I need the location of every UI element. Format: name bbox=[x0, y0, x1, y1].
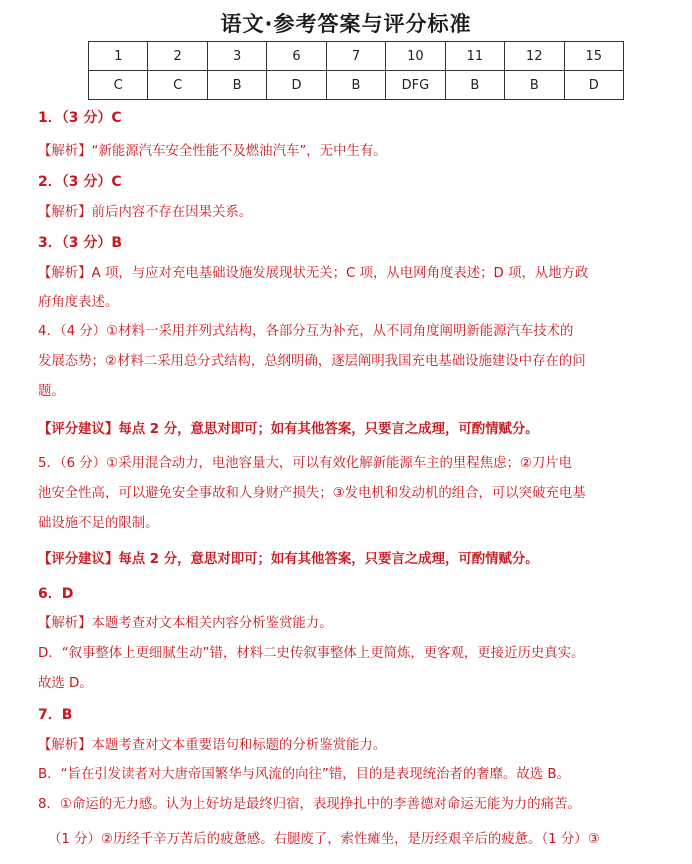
question-heading: 3．（3 分）B bbox=[38, 235, 123, 251]
question-heading: 7．B bbox=[38, 707, 73, 723]
question-number: 11 bbox=[445, 42, 504, 71]
answer-line: 发展态势；②材料二采用总分式结构，总纲明确，逐层阐明我国充电基础设施建设中存在的问 bbox=[38, 354, 586, 369]
grading-note: 【评分建议】每点 2 分，意思对即可；如有其他答案，只要言之成理，可酌情赋分。 bbox=[38, 552, 539, 567]
question-number: 2 bbox=[148, 42, 207, 71]
explanation-line: 【解析】本题考查对文本相关内容分析鉴赏能力。 bbox=[38, 616, 333, 631]
answer-line: 础设施不足的限制。 bbox=[38, 516, 159, 531]
question-number: 1 bbox=[89, 42, 148, 71]
question-number: 15 bbox=[564, 42, 624, 71]
answer-cell: B bbox=[505, 71, 564, 100]
explanation-line: 【解析】“新能源汽车安全性能不及燃油汽车”，无中生有。 bbox=[38, 144, 387, 159]
question-number: 7 bbox=[326, 42, 385, 71]
answer-table bbox=[88, 41, 624, 100]
grading-note: 【评分建议】每点 2 分，意思对即可；如有其他答案，只要言之成理，可酌情赋分。 bbox=[38, 422, 539, 437]
explanation-line: 故选 D。 bbox=[38, 676, 93, 691]
answer-line: 5．（6 分）①采用混合动力，电池容量大，可以有效化解新能源车主的里程焦虑；②刀片电 bbox=[38, 456, 573, 471]
page-title: 语文·参考答案与评分标准 bbox=[220, 12, 472, 36]
question-number: 10 bbox=[386, 42, 445, 71]
answer-row bbox=[89, 71, 624, 100]
question-number: 12 bbox=[505, 42, 564, 71]
answer-line: 池安全性高，可以避免安全事故和人身财产损失；③发电机和发动机的组合，可以突破充电基 bbox=[38, 486, 586, 501]
answer-cell: D bbox=[267, 71, 326, 100]
explanation-line: 【解析】本题考查对文本重要语句和标题的分析鉴赏能力。 bbox=[38, 738, 387, 753]
question-heading: 1．（3 分）C bbox=[38, 110, 122, 126]
explanation-line: 【解析】A 项，与应对充电基础设施发展现状无关；C 项，从电网角度表述；D 项，从地方政 bbox=[38, 266, 589, 281]
answer-cell: C bbox=[89, 71, 148, 100]
explanation-line: 【解析】前后内容不存在因果关系。 bbox=[38, 205, 253, 220]
answer-cell: B bbox=[207, 71, 266, 100]
answer-cell: D bbox=[564, 71, 624, 100]
answer-cell: B bbox=[445, 71, 504, 100]
answer-line: （1 分）②历经千辛万苦后的疲惫感。右腿废了，索性瘫坐，是历经艰辛后的疲惫。（1 分）③ bbox=[48, 832, 600, 847]
answer-line: 题。 bbox=[38, 384, 65, 399]
question-heading: 2．（3 分）C bbox=[38, 174, 122, 190]
answer-line: 4．（4 分）①材料一采用并列式结构，各部分互为补充，从不同角度阐明新能源汽车技术的 bbox=[38, 324, 574, 339]
explanation-line: 府角度表述。 bbox=[38, 295, 119, 310]
answer-cell: DFG bbox=[386, 71, 445, 100]
explanation-line: D．“叙事整体上更细腻生动”错，材料二史传叙事整体上更简炼，更客观，更接近历史真实。 bbox=[38, 646, 585, 661]
explanation-line: B．“旨在引发读者对大唐帝国繁华与风流的向往”错，目的是表现统治者的奢靡。故选 B。 bbox=[38, 767, 570, 782]
answer-cell: B bbox=[326, 71, 385, 100]
question-number-row bbox=[89, 42, 624, 71]
answer-cell: C bbox=[148, 71, 207, 100]
answer-line: 8．①命运的无力感。认为上好坊是最终归宿，表现挣扎中的李善德对命运无能为力的痛苦。 bbox=[38, 797, 581, 812]
question-heading: 6．D bbox=[38, 586, 74, 602]
question-number: 6 bbox=[267, 42, 326, 71]
question-number: 3 bbox=[207, 42, 266, 71]
